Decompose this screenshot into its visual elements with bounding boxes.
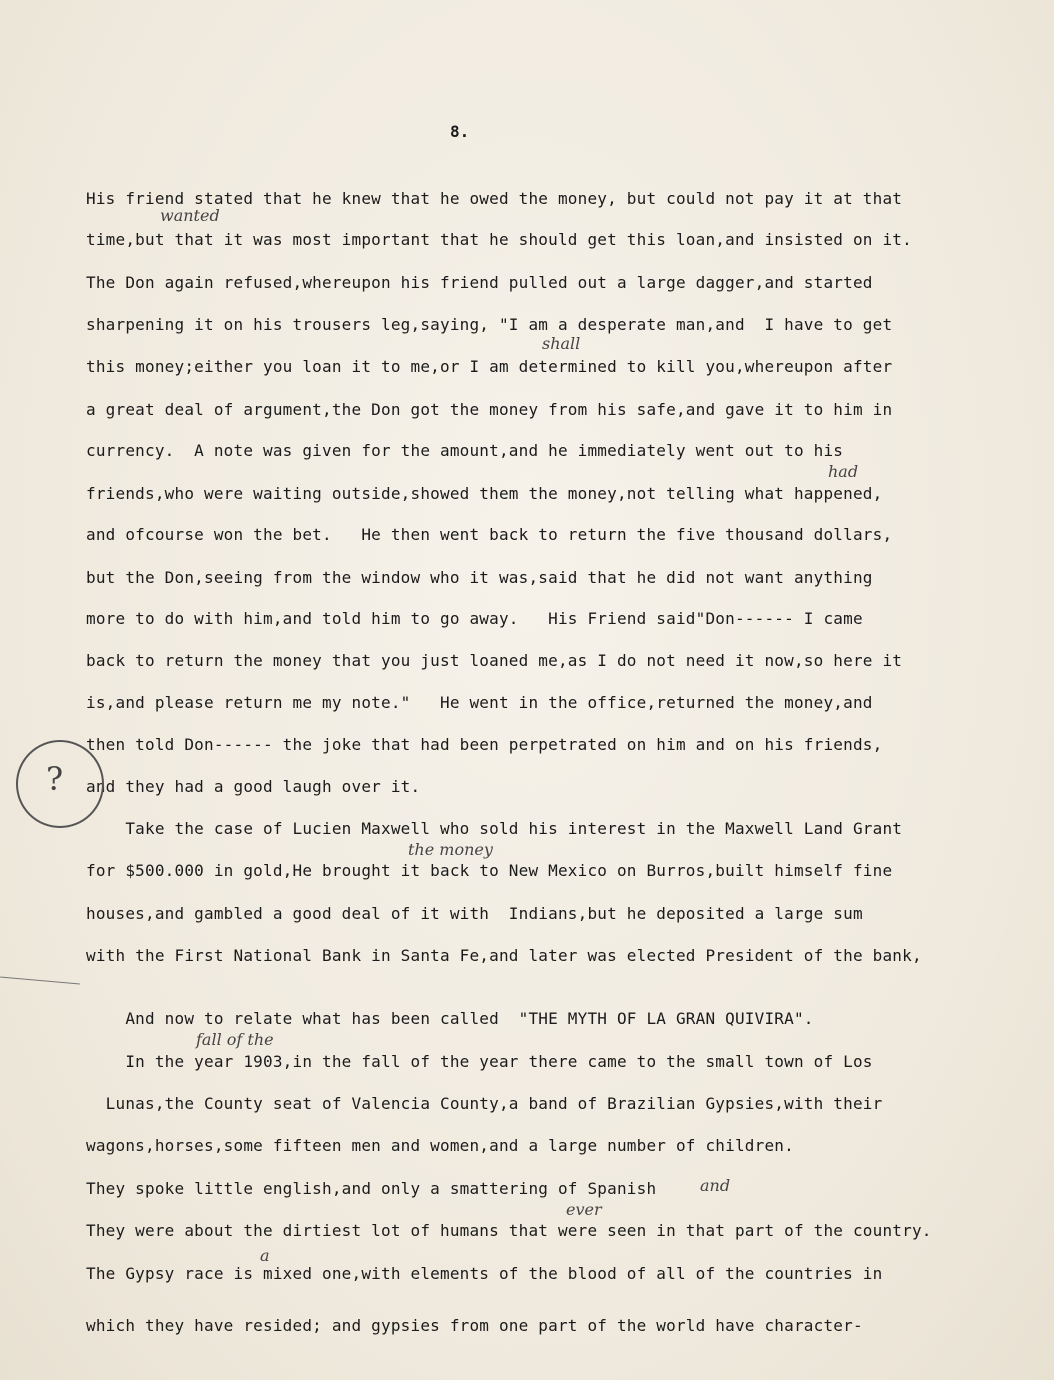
- text-line: more to do with him,and told him to go away. His Friend said"Don------ I came: [86, 609, 863, 628]
- text-line: They were about the dirtiest lot of humans that were seen in that part of the country.: [86, 1221, 932, 1240]
- text-line: wagons,horses,some fifteen men and women,and a large number of children.: [86, 1136, 794, 1155]
- handwritten-note: a: [260, 1246, 270, 1265]
- text-line: In the year 1903,in the fall of the year there came to the small town of Los: [86, 1052, 873, 1071]
- text-line: Lunas,the County seat of Valencia County,a band of Brazilian Gypsies,with their: [86, 1094, 883, 1113]
- text-line: The Gypsy race is mixed one,with elements of the blood of all of the countries in: [86, 1264, 883, 1283]
- text-line: They spoke little english,and only a smattering of Spanish: [86, 1179, 657, 1198]
- margin-question-mark: ?: [46, 760, 64, 798]
- text-line: for $500.000 in gold,He brought it back to New Mexico on Burros,built himself fine: [86, 861, 893, 880]
- page-number: 8.: [450, 122, 470, 141]
- text-line: which they have resided; and gypsies from one part of the world have character-: [86, 1316, 863, 1335]
- handwritten-note: the money: [408, 840, 493, 859]
- text-line: His friend stated that he knew that he owed the money, but could not pay it at that: [86, 189, 903, 208]
- handwritten-note: and: [700, 1176, 731, 1195]
- handwritten-note: wanted: [160, 206, 220, 225]
- handwritten-note: ever: [566, 1200, 602, 1219]
- margin-pencil-line: [0, 977, 80, 985]
- text-line: then told Don------ the joke that had been perpetrated on him and on his friends,: [86, 735, 883, 754]
- handwritten-note: fall of the: [196, 1030, 274, 1049]
- text-line: back to return the money that you just loaned me,as I do not need it now,so here it: [86, 651, 903, 670]
- handwritten-note: shall: [542, 334, 581, 353]
- text-line: houses,and gambled a good deal of it with Indians,but he deposited a large sum: [86, 904, 863, 923]
- text-line: with the First National Bank in Santa Fe,and later was elected President of the bank,: [86, 946, 922, 965]
- text-line: is,and please return me my note." He went in the office,returned the money,and: [86, 693, 873, 712]
- text-line: this money;either you loan it to me,or I am determined to kill you,whereupon after: [86, 357, 893, 376]
- text-line: but the Don,seeing from the window who it was,said that he did not want anything: [86, 568, 873, 587]
- text-line: and they had a good laugh over it.: [86, 777, 421, 796]
- handwritten-note: had: [828, 462, 859, 481]
- text-line: And now to relate what has been called "THE MYTH OF LA GRAN QUIVIRA".: [86, 1009, 814, 1028]
- text-line: friends,who were waiting outside,showed them the money,not telling what happened,: [86, 484, 883, 503]
- text-line: The Don again refused,whereupon his friend pulled out a large dagger,and started: [86, 273, 873, 292]
- text-line: time,but that it was most important that he should get this loan,and insisted on it.: [86, 230, 912, 249]
- text-line: currency. A note was given for the amount,and he immediately went out to his: [86, 441, 844, 460]
- text-line: sharpening it on his trousers leg,saying, "I am a desperate man,and I have to get: [86, 315, 893, 334]
- text-line: and ofcourse won the bet. He then went back to return the five thousand dollars,: [86, 525, 893, 544]
- text-line: Take the case of Lucien Maxwell who sold his interest in the Maxwell Land Grant: [86, 819, 903, 838]
- text-line: a great deal of argument,the Don got the money from his safe,and gave it to him in: [86, 400, 893, 419]
